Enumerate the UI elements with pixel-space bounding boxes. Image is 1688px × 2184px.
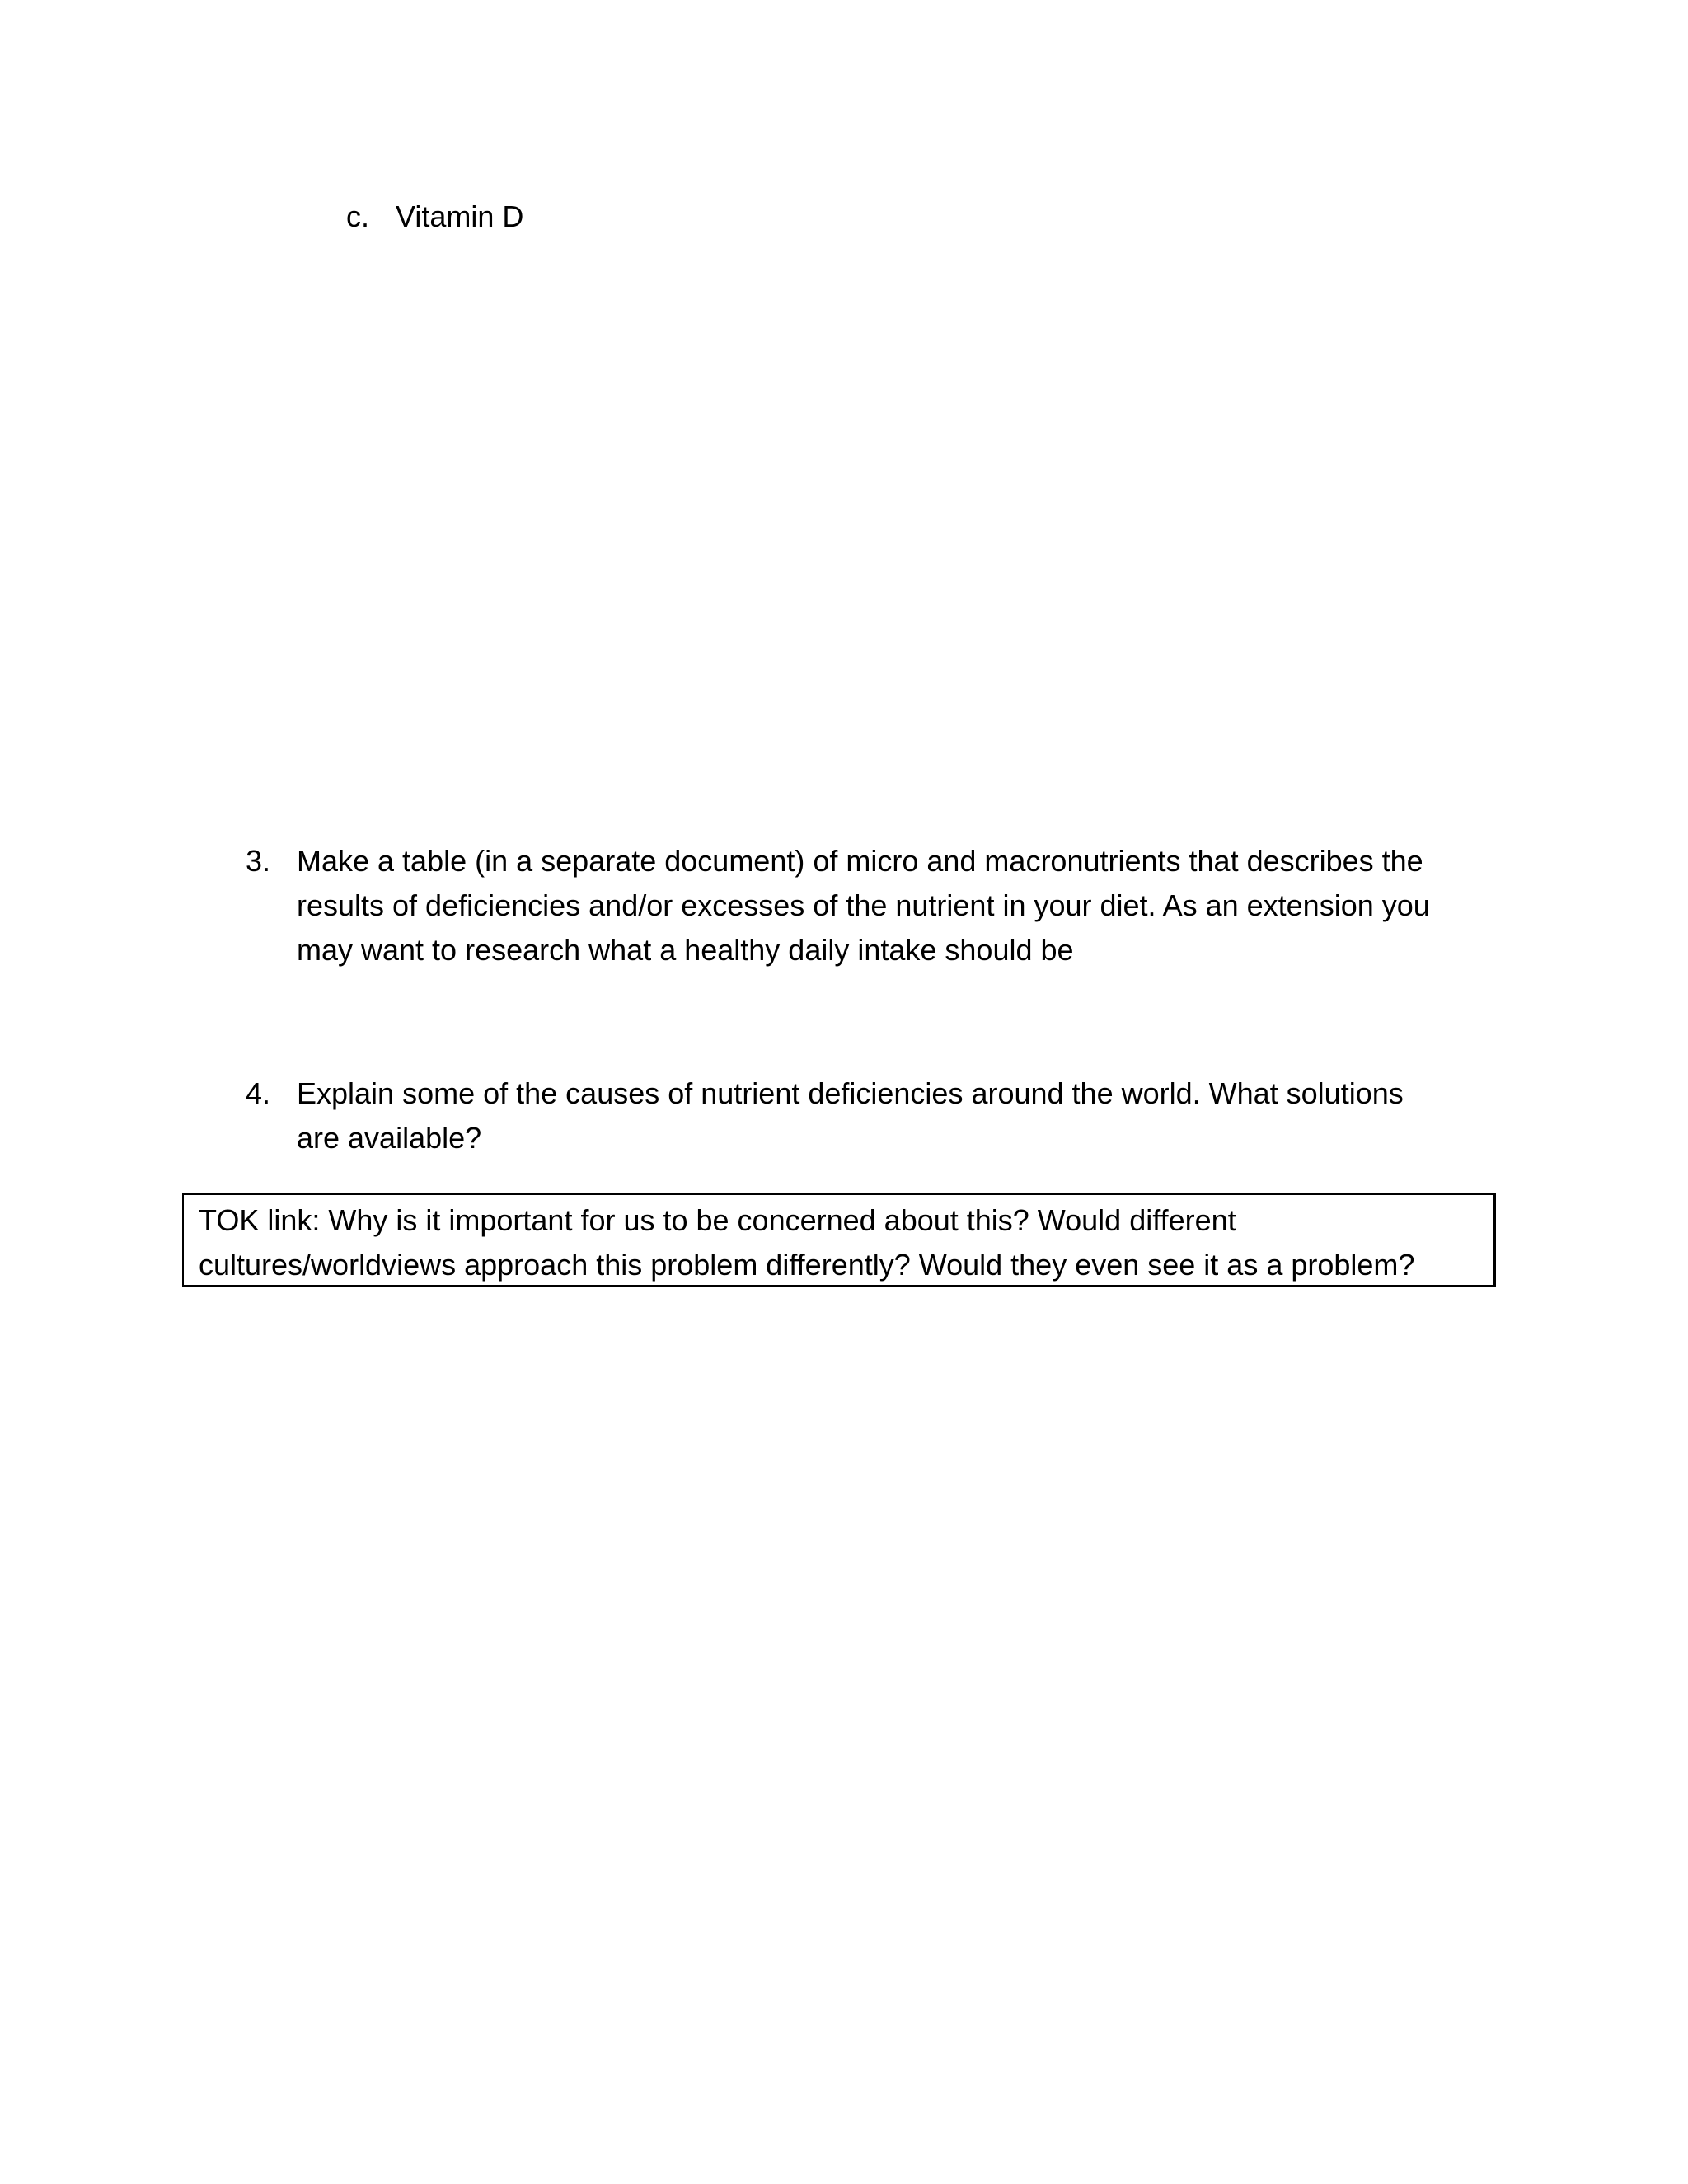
- question-3: [246, 839, 1465, 972]
- tok-link-text: TOK link: Why is it important for us to be concerned about this? Would different cultures/worldviews approach this problem differently? Would they even see it as a problem?: [199, 1203, 1415, 1282]
- question-3-text: Make a table (in a separate document) of micro and macronutrients that describes the results of deficiencies and/or excesses of the nutrient in your diet. As an extension you may want to research what a healthy daily intake should be: [297, 844, 1430, 967]
- sub-item-vitamin-d: [346, 194, 923, 239]
- tok-link-box: [182, 1193, 1496, 1287]
- sub-item-marker: c.: [346, 199, 370, 233]
- question-4-text: Explain some of the causes of nutrient deficiencies around the world. What solutions are available?: [297, 1076, 1404, 1155]
- question-4: [246, 1071, 1465, 1160]
- question-4-number: 4.: [246, 1076, 271, 1110]
- question-3-number: 3.: [246, 844, 271, 878]
- sub-item-text: Vitamin D: [396, 199, 524, 233]
